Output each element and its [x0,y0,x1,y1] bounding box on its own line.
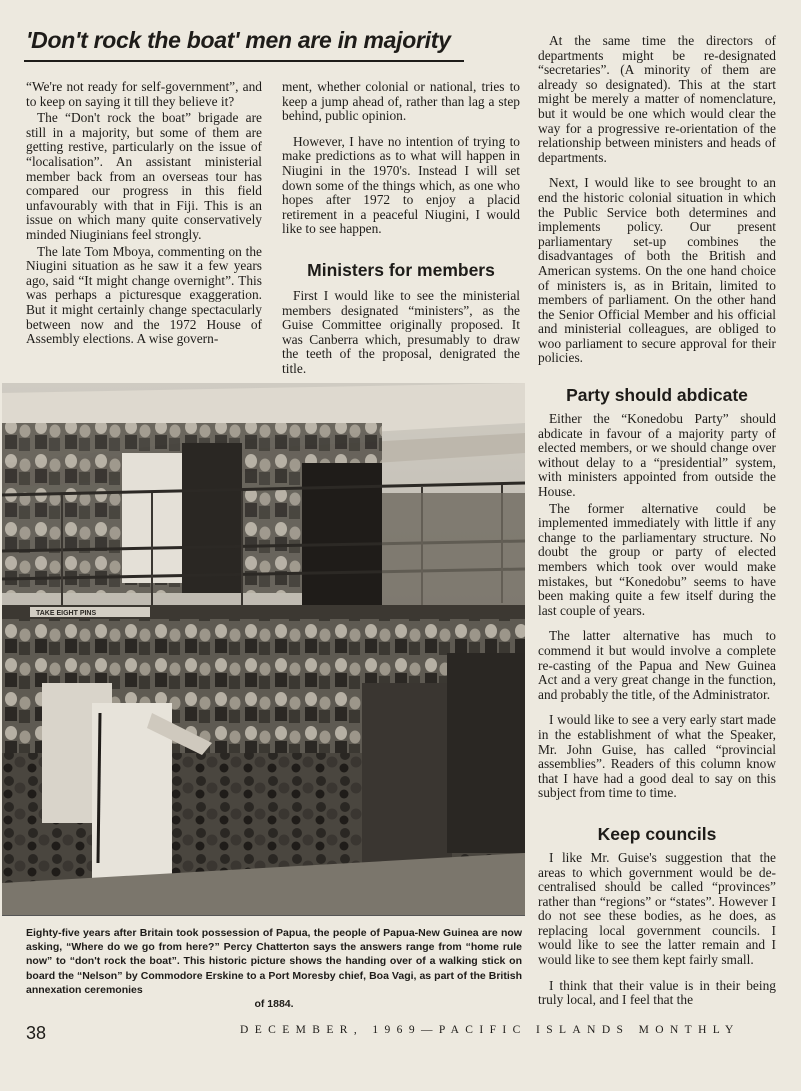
paragraph: First I would like to see the ministerial members designated “ministers”, as the Guise Committee originally proposed. It was Canberra which, presumably to draw the teeth of the proposal, denigrated the title. [282,287,520,376]
paragraph: The latter alternative has much to commend it but would involve a complete re-casting of the Papua and New Guinea Act and a very great change in the function, and probably the title, of the Administrator. [538,628,776,702]
paragraph: ment, whether colonial or national, tries to keep a jump ahead of, rather than lag a step behind, public opinion. [282,80,520,124]
photo-sign-text: TAKE EIGHT PINS [36,610,97,617]
caption-text: Eighty-five years after Britain took possession of Papua, the people of Papua-New Guinea are now asking, “Where do we go from here?” Percy Chatterton says the answers range from “home rule now” to “don't rock the boat”. This historic picture shows the handing over of a walking stick on board the “Nelson” by Commodore Erskine to a Port Moresby chief, Boa Vagi, as part of the British annexation ceremonies [26,927,522,996]
paragraph: The late Tom Mboya, commenting on the Niugini situation as he saw it a few years ago, said “It might change overnight”. This was perhaps a picturesque exaggeration. But it might certainly change spectacularly between now and the 1972 House of Assembly elections. A wise govern- [26,243,262,347]
subheading-councils: Keep councils [597,823,717,844]
paragraph: I think that their value is in their being truly local, and I feel that the [538,977,776,1008]
paragraph: “We're not ready for self-government”, and to keep on saying it till they believe it? [26,80,262,109]
paragraph: I like Mr. Guise's suggestion that the areas to which government would be de-centralised should be called “provinces” rather than “regions” or “states”. However I do not see these bodies, as he does, as replacing local government councils. I would like to see the latter remain and I would like to see them kept fairly small. [538,849,776,968]
paragraph: However, I have no intention of trying to make predictions as to what will happen in Niugini in the 1970's. Instead I will set down some of the things which, as one who hopes after 1972 to enjoy a placid retirement in a peaceful Niugini, I would like to see happen. [282,133,520,237]
subheading-ministers: Ministers for members [307,259,495,280]
paragraph: At the same time the directors of departments might be re-designated “secretaries”. (A minority of them are already so designated). This at the start might be merely a matter of nomenclature, but it would be one which would clear the way for a progressive re-orientation of the relationship between ministers and heads of departments. [538,34,776,165]
paragraph: The former alternative could be implemented immediately with little if any change to the parliamentary structure. No doubt the group or party of elected members which took over would make mistakes, but “Konedobu” seems to have been making quite a few itself during the last couple of years. [538,500,776,618]
running-footer: DECEMBER, 1969—PACIFIC ISLANDS MONTHLY [240,1024,740,1036]
headline-rule [24,60,464,62]
paragraph: Either the “Konedobu Party” should abdicate in favour of a majority party of elected members, or we should change over without delay to a “presidential” system, with ministers appointed from outside the House. [538,411,776,500]
column-1 [26,80,262,376]
paragraph: I would like to see a very early start made in the establishment of what the Speaker, Mr. John Guise, has called “provincial assemblies”. Readers of this column know that I have had a good deal to say on this subject from time to time. [538,712,776,801]
column-2 [282,80,520,376]
paragraph: The “Don't rock the boat” brigade are still in a majority, but some of them are getting restive, particularly on the issue of “localisation”. An assistant ministerial member back from an overseas tour has compared our progress in this field unfavourably with that in Fiji. This is an issue on which many quite conservatively minded Niuginians feel strongly. [26,110,262,242]
article-headline: 'Don't rock the boat' men are in majority [26,27,451,53]
photo-caption [26,926,522,1011]
paragraph: Next, I would like to see brought to an end the historic colonial situation in which the Public Service both determines and implements policy. Our present parliamentary set-up combines the disadvantages of both the British and American systems. On the one hand choice of ministers is, as in Britain, limited to members of parliament. On the other hand the Senior Official Member and his official and ministerial colleagues, are obliged to woo parliament to secure approval for their policies. [538,175,776,366]
caption-end: of 1884. [254,998,294,1011]
page-number: 38 [26,1023,47,1043]
column-3 [538,34,776,1016]
historic-photograph [2,383,525,916]
subheading-party: Party should abdicate [566,385,748,406]
